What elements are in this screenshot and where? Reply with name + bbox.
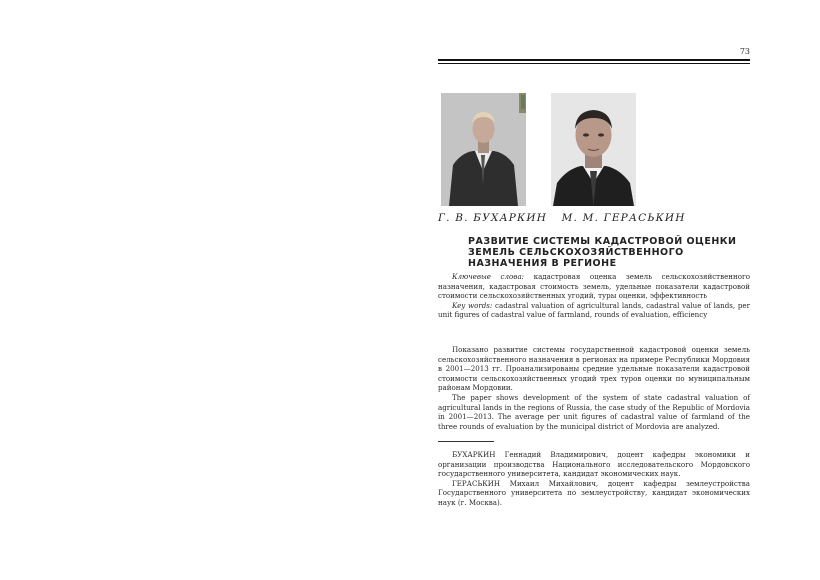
author-2: М. М. ГЕРАСЬКИН: [561, 212, 686, 224]
keywords-en: [438, 301, 750, 320]
header-rule-thick: [438, 59, 750, 61]
keywords-section: [438, 272, 750, 320]
author-photo-2: [551, 93, 636, 206]
author-1: Г. В. БУХАРКИН: [438, 212, 548, 224]
article-title: [468, 236, 758, 269]
keywords-ru-label: Ключевые слова:: [452, 272, 525, 281]
authors-line: [438, 212, 696, 224]
keywords-en-text: cadastral valuation of agricultural lands, cadastral value of lands, per unit figures of cadastral value of farmland, rounds of evaluation, efficiency: [438, 300, 751, 320]
title-line: НАЗНАЧЕНИЯ В РЕГИОНЕ: [468, 258, 617, 269]
keywords-ru: [438, 272, 750, 301]
header-rule-thin: [438, 63, 750, 64]
abstract-section: [438, 345, 750, 431]
abstract-ru: Показано развитие системы государственной кадастровой оценки земель сельскохозяйственного назначения в регионах на примере Республики Мордовия в 2001—2013 гг. Проанализированы средние удельные показатели кадастровой стоимости сельскохозяйственных угодий трех туров оценки по муниципальным районам Мордовии.: [438, 345, 750, 393]
title-line: ЗЕМЕЛЬ СЕЛЬСКОХОЗЯЙСТВЕННОГО: [468, 247, 684, 258]
abstract-en: The paper shows development of the system of state cadastral valuation of agricultural lands in the regions of Russia, the case study of the Republic of Mordovia in 2001—2013. The average per unit figures of cadastral value of farmland of the three rounds of evaluation by the municipal district of Mordovia are analyzed.: [438, 392, 750, 431]
keywords-en-label: Key words:: [452, 300, 493, 310]
author-info-1: БУХАРКИН Геннадий Владимирович, доцент кафедры экономики и организации производства Национального исследовательского Мордовского государственного университета, кандидат экономических наук.: [438, 450, 750, 479]
author-photo-1: [441, 93, 526, 206]
title-line: РАЗВИТИЕ СИСТЕМЫ КАДАСТРОВОЙ ОЦЕНКИ: [468, 236, 737, 247]
author-info-2: ГЕРАСЬКИН Михаил Михайлович, доцент кафедры землеустройства Государственного университета по землеустройству, кандидат экономических наук (г. Москва).: [438, 478, 750, 507]
keywords-ru-text: кадастровая оценка земель сельскохозяйственного назначения, кадастровая стоимость земель, удельные показатели кадастровой стоимости сельскохозяйственных угодий, туры оценки, эффективность: [438, 272, 750, 301]
author-info-section: [438, 450, 750, 508]
page-number: 73: [739, 47, 750, 56]
footnote-rule: [438, 441, 494, 442]
